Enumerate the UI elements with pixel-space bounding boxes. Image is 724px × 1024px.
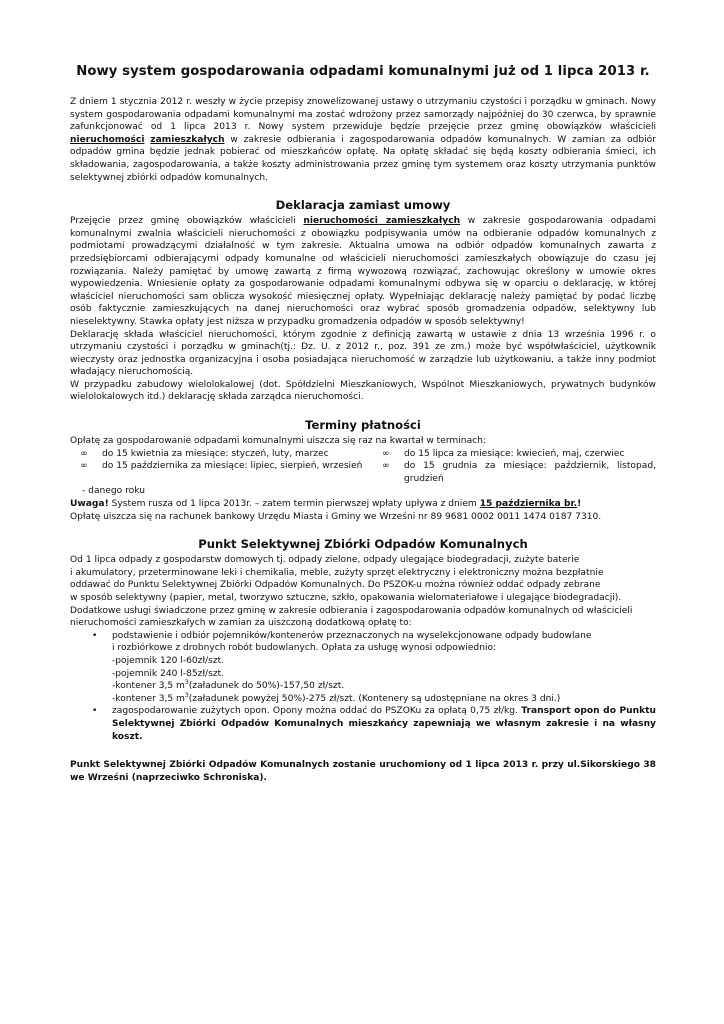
list-item: ∞ do 15 lipca za miesiące: kwiecień, maj, czerwiec [372,448,656,461]
bullet-icon: • [92,630,98,641]
bank-account: Opłatę uiszcza się na rachunek bankowy Urzędu Miasta i Gminy we Wrześni nr 89 9681 0002 0011 1474 0187 7310. [70,511,602,522]
payments-tail: - danego roku [82,486,145,497]
bullet-icon: • [92,706,98,717]
payments-warning: Uwaga! System rusza od 1 lipca 2013r. – zatem termin pierwszej wpłaty upływa z dniem 15 października br.! [70,499,582,510]
pszok-section: Punkt Selektywnej Zbiórki Odpadów Komunalnych Od 1 lipca odpady z gospodarstw domowych tj. odpady zielone, odpady ulegające biodegradacji, zużyte baterie i akumulatory, przeterminowane leki i chemikalia, meble, zużyty sprzęt elektryczny i elektroniczny można bezpłatnie oddawać do Punktu Selektywnej Zbiórki Odpadów Komunalnych. Do PSZOK-u można również oddać odpady zebrane w sposób selektywny (papier, metal, tworzywo sztuczne, szkło, opakowania wielomateriałowe i ulegające biodegradacji). Dodatkowe usługi świadczone przez gminę w zakresie odbierania i zagospodarowania odpadów komunalnych od właścicieli nieruchomości zamieszkałych w zamian za uiszczoną dodatkową opłatę to: • podstawienie i odbiór pojemników/kontenerów przeznaczonych na wyselekcjonowane odpady budowlane i rozbiórkowe z drobnych robót budowlanych. Opłata za usługę wynosi odpowiednio: -pojemnik 120 l-60zł/szt. -pojemnik 240 l-85zł/szt. -kontener 3,5 $m^3(załadunek$ do 50%)-157,50 zł/szt. -kontener 3,5 $m^3(załadunek$ powyżej 50%)-275 zł/szt. (Kontenery są udostępniane na okres 3 dni.) • zagospodarowanie zużytych opon. Opony można oddać do PSZOKu za opłatą 0,75 zł/kg. Transport opon do Punktu Selektywnej Zbiórki Odpadów Komunalnych mieszkańcy zapewniają we własnym zakresie i na własny koszt. Punkt Selektywnej Zbiórki Odpadów Komunalnych zostanie uruchomiony od 1 lipca 2013 r. przy ul.Sikorskiego 38 we Wrześni (naprzeciwko Schroniska). [70,537,656,783]
list-item: ∞ do 15 kwietnia za miesiące: styczeń, luty, marzec [70,448,372,461]
payments-intro: Opłatę za gospodarowanie odpadami komunalnymi uiszcza się raz na kwartał w terminach: [70,436,486,447]
list-item: ∞ do 15 grudnia za miesiące: październik, listopad, grudzień [372,460,656,485]
pszok-heading: Punkt Selektywnej Zbiórki Odpadów Komunalnych [198,537,528,552]
declaration-multi: W przypadku zabudowy wielolokalowej (dot. Spółdzielni Mieszkaniowych, Wspólnot Mieszkaniowych, prywatnych budynków wielolokalowych itd.) deklarację składa zarządca nieruchomości. [70,379,656,403]
declaration-heading: Deklaracja zamiast umowy [275,198,451,213]
payments-section [70,418,656,523]
infinity-bullet-icon: ∞ [382,461,390,472]
infinity-bullet-icon: ∞ [382,448,390,459]
document-page [70,64,656,784]
document-title: Nowy system gospodarowania odpadami komunalnymi już od 1 lipca 2013 r. [76,64,650,79]
list-item: ∞ do 15 października za miesiące: lipiec, sierpień, wrzesień [70,460,372,473]
payment-terms-left [70,448,372,486]
infinity-bullet-icon: ∞ [80,461,88,472]
list-item: • podstawienie i odbiór pojemników/kontenerów przeznaczonych na wyselekcjonowane odpady budowlane i rozbiórkowe z drobnych robót budowlanych. Opłata za usługę wynosi odpowiednio: -pojemnik 120 l-60zł/szt. -pojemnik 240 l-85zł/szt. -kontener 3,5 $m^3(załadunek$ do 50%)-157,50 zł/szt. -kontener 3,5 $m^3(załadunek$ powyżej 50%)-275 zł/szt. (Kontenery są udostępniane na okres 3 dni.) [70,630,656,706]
intro-section [70,96,656,184]
payments-heading: Terminy płatności [305,418,421,433]
declaration-who: Deklarację składa właściciel nieruchomości, którym zgodnie z definicją zawartą w ustawie z dnia 13 września 1996 r. o utrzymaniu czystości i porządku w gminach(tj.: Dz. U. z 2012 r., poz. 391 ze zm.) może być współwłaściciel, użytkownik wieczysty oraz jednostka organizacyjna i osoba posiadająca nieruchomość w zarządzie lub użytkowaniu, a także inny podmiot władający nieruchomością. [70,329,656,378]
list-item: • zagospodarowanie zużytych opon. Opony można oddać do PSZOKu za opłatą 0,75 zł/kg. Transport opon do Punktu Selektywnej Zbiórki Odpadów Komunalnych mieszkańcy zapewniają we własnym zakresie i na własny koszt. [70,705,656,743]
declaration-paragraph: Przejęcie przez gminę obowiązków właścicieli nieruchomości zamieszkałych w zakresie gospodarowania odpadami komunalnymi zwalnia właścicieli nieruchomości z obowiązku podpisywania umów na odbieranie odpadów komunalnych z podmiotami prowadzącymi działalność w tym zakresie. Aktualna umowa na odbiór odpadów komunalnych zawarta z przedsiębiorcami odbierającymi odpady komunalne od właścicieli nieruchomości zamieszkałych obowiązuje do czasu jej rozwiązania. Należy pamiętać by umowę zawartą z firmą wywozową rozwiązać, zachowując określony w umowie okres wypowiedzenia. Wniesienie opłaty za gospodarowanie odpadami komunalnymi odbywa się w oparciu o deklarację, w której właściciel nieruchomości sam oblicza wysokość miesięcznej opłaty. Wypełniając deklarację należy pamiętać by podać liczbę osób faktycznie zamieszkujących na danej nieruchomości oraz wybrać sposób gromadzenia odpadów, selektywny lub nieselektywny. Stawka opłaty jest niższa w przypadku gromadzenia odpadów w sposób selektywny! [70,216,656,327]
pszok-location: Punkt Selektywnej Zbiórki Odpadów Komunalnych zostanie uruchomiony od 1 lipca 2013 r. przy ul.Sikorskiego 38 we Wrześni (naprzeciwko Schroniska). [70,760,656,783]
infinity-bullet-icon: ∞ [80,448,88,459]
intro-paragraph: Z dniem 1 stycznia 2012 r. weszły w życie przepisy znowelizowanej ustawy o utrzymaniu czystości i porządku w gminach. Nowy system gospodarowania odpadami komunalnymi ma zostać wdrożony przez samorządy najpóźniej do 30 czerwca, by sprawnie zafunkcjonować od 1 lipca 2013 r. Nowy system przewiduje będzie przejęcie przez gminę obowiązków właścicieli nieruchomości zamieszkałych w zakresie odbierania i zagospodarowania odpadów komunalnych. W zamian za odbiór odpadów gmina będzie jednak pobierać od mieszkańców opłatę. Na opłatę składać się będą koszty odbierania śmieci, ich składowania, zagospodarowania, a także koszty administrowania przez gminę tym systemem oraz koszty utrzymania punktów selektywnej zbiórki odpadów komunalnych. [70,97,656,183]
declaration-section [70,198,656,404]
payment-terms [70,448,656,486]
payment-terms-right [372,448,656,486]
